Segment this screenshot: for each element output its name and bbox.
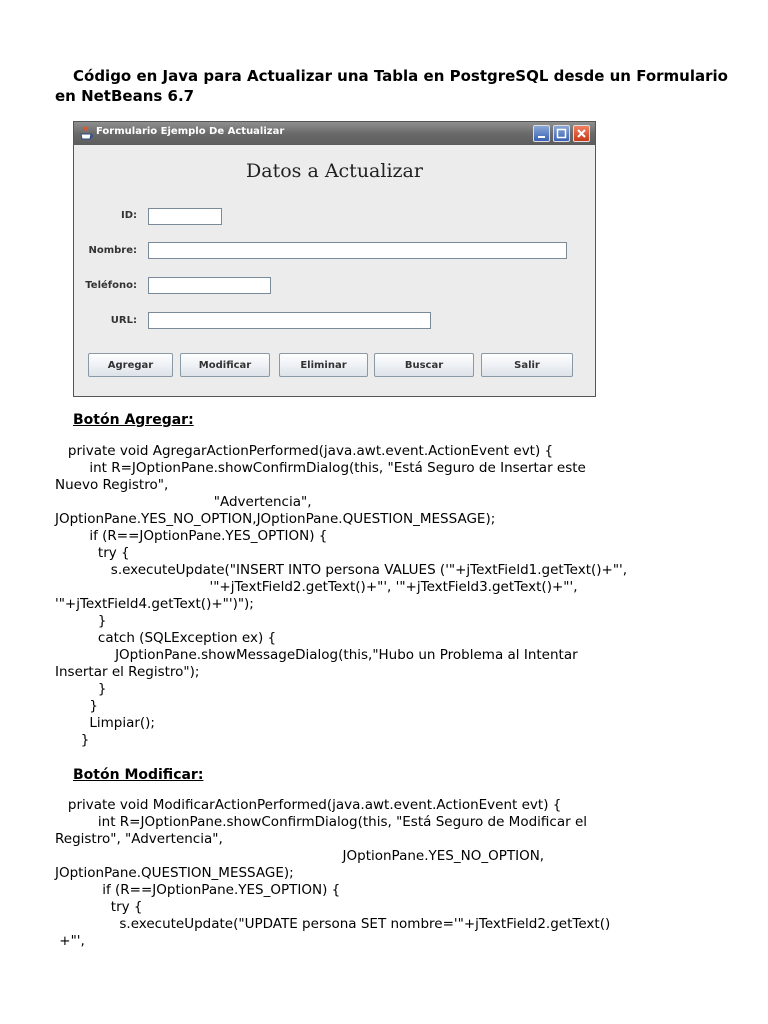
buscar-button[interactable]: Buscar — [374, 353, 474, 377]
java-coffee-icon — [79, 126, 93, 141]
id-label: ID: — [120, 210, 137, 221]
code-line: Limpiar(); — [55, 715, 155, 731]
modificar-section-heading: Botón Modificar: — [73, 767, 204, 783]
code-line: private void ModificarActionPerformed(java.awt.event.ActionEvent evt) { — [55, 797, 562, 813]
nombre-input[interactable] — [148, 242, 567, 259]
nombre-label: Nombre: — [88, 245, 137, 256]
code-line: int R=JOptionPane.showConfirmDialog(this, "Está Seguro de Modificar el — [55, 814, 587, 830]
window-title: Formulario Ejemplo De Actualizar — [96, 126, 285, 137]
code-line: '"+jTextField4.getText()+"')"); — [55, 596, 254, 612]
code-line: +"', — [55, 933, 85, 949]
modificar-code-block — [55, 797, 755, 950]
minimize-button[interactable] — [533, 125, 550, 142]
salir-button[interactable]: Salir — [481, 353, 573, 377]
code-line: Insertar el Registro"); — [55, 664, 200, 680]
minimize-icon — [534, 126, 549, 141]
eliminar-button[interactable]: Eliminar — [279, 353, 368, 377]
code-line: int R=JOptionPane.showConfirmDialog(this, "Está Seguro de Insertar este — [55, 460, 586, 476]
code-line: private void AgregarActionPerformed(java.awt.event.ActionEvent evt) { — [55, 443, 554, 459]
url-label: URL: — [110, 315, 137, 326]
code-line: } — [55, 732, 90, 748]
close-icon — [574, 126, 589, 141]
code-line: "Advertencia", — [55, 494, 312, 510]
form-window — [73, 121, 596, 397]
code-line: Nuevo Registro", — [55, 477, 169, 493]
agregar-code-block — [55, 443, 755, 749]
agregar-section-heading: Botón Agregar: — [73, 412, 194, 428]
maximize-button[interactable] — [553, 125, 570, 142]
code-line: if (R==JOptionPane.YES_OPTION) { — [55, 528, 328, 544]
url-input[interactable] — [148, 312, 431, 329]
code-line: JOptionPane.showMessageDialog(this,"Hubo un Problema al Intentar — [55, 647, 578, 663]
code-line: JOptionPane.YES_NO_OPTION,JOptionPane.QUESTION_MESSAGE); — [55, 511, 496, 527]
agregar-button[interactable]: Agregar — [88, 353, 173, 377]
window-titlebar[interactable] — [74, 122, 595, 145]
code-line: s.executeUpdate("INSERT INTO persona VALUES ('"+jTextField1.getText()+"', — [55, 562, 628, 578]
code-line: JOptionPane.QUESTION_MESSAGE); — [55, 865, 294, 881]
code-line: if (R==JOptionPane.YES_OPTION) { — [55, 882, 341, 898]
form-heading: Datos a Actualizar — [246, 160, 423, 182]
id-input[interactable] — [148, 208, 222, 225]
telefono-input[interactable] — [148, 277, 271, 294]
modificar-button[interactable]: Modificar — [180, 353, 270, 377]
code-line: Registro", "Advertencia", — [55, 831, 223, 847]
code-line: catch (SQLException ex) { — [55, 630, 277, 646]
code-line: } — [55, 698, 98, 714]
close-button[interactable] — [573, 125, 590, 142]
code-line: '"+jTextField2.getText()+"', '"+jTextField3.getText()+"', — [55, 579, 578, 595]
code-line: try { — [55, 899, 143, 915]
code-line: JOptionPane.YES_NO_OPTION, — [55, 848, 545, 864]
maximize-icon — [554, 126, 569, 141]
document-title: Código en Java para Actualizar una Tabla en PostgreSQL desde un Formulario en NetBeans 6.7 — [55, 67, 728, 105]
code-line: } — [55, 681, 107, 697]
code-line: } — [55, 613, 107, 629]
code-line: s.executeUpdate("UPDATE persona SET nombre='"+jTextField2.getText() — [55, 916, 611, 932]
code-line: try { — [55, 545, 130, 561]
telefono-label: Teléfono: — [85, 280, 137, 291]
